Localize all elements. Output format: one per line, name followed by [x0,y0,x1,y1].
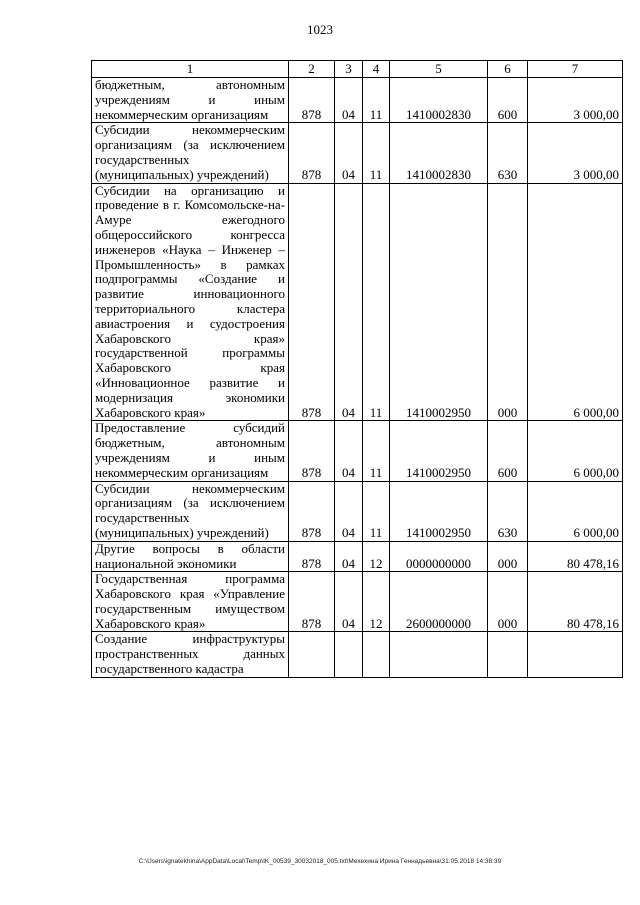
expense-type-cell: 600 [488,78,528,123]
amount-cell: 6 000,00 [528,481,623,541]
column-header: 1 [92,61,289,78]
ministry-code-cell [289,632,335,677]
section-code-cell: 04 [335,78,363,123]
amount-cell [528,632,623,677]
target-article-cell: 1410002830 [390,78,488,123]
column-header: 4 [363,61,390,78]
ministry-code-cell: 878 [289,421,335,481]
table-row [92,481,623,541]
item-name-cell: Другие вопросы в области национальной экономики [92,541,289,572]
expense-type-cell: 000 [488,541,528,572]
amount-cell: 80 478,16 [528,572,623,632]
table-row [92,421,623,481]
expense-type-cell: 630 [488,481,528,541]
target-article-cell: 0000000000 [390,541,488,572]
target-article-cell: 1410002950 [390,421,488,481]
item-name-cell: бюджетным, автономным учреждениям и иным некоммерческим организациям [92,78,289,123]
amount-cell: 6 000,00 [528,421,623,481]
subsection-code-cell: 11 [363,481,390,541]
ministry-code-cell: 878 [289,541,335,572]
subsection-code-cell: 11 [363,183,390,421]
item-name-cell: Субсидии некоммерческим организациям (за исключением государственных (муниципальных) учреждений) [92,481,289,541]
expense-type-cell: 630 [488,123,528,183]
target-article-cell: 2600000000 [390,572,488,632]
column-header: 7 [528,61,623,78]
expense-type-cell: 000 [488,183,528,421]
ministry-code-cell: 878 [289,572,335,632]
column-header: 3 [335,61,363,78]
target-article-cell: 1410002830 [390,123,488,183]
item-name-cell: Государственная программа Хабаровского края «Управление государственным имуществом Хабаровского края» [92,572,289,632]
ministry-code-cell: 878 [289,183,335,421]
section-code-cell: 04 [335,481,363,541]
expense-type-cell: 000 [488,572,528,632]
ministry-code-cell: 878 [289,78,335,123]
subsection-code-cell: 11 [363,421,390,481]
table-header-row [92,61,623,78]
subsection-code-cell: 12 [363,541,390,572]
table-row [92,123,623,183]
table-row [92,572,623,632]
amount-cell: 6 000,00 [528,183,623,421]
section-code-cell: 04 [335,572,363,632]
section-code-cell: 04 [335,183,363,421]
section-code-cell [335,632,363,677]
section-code-cell: 04 [335,541,363,572]
column-header: 6 [488,61,528,78]
item-name-cell: Субсидии некоммерческим организациям (за исключением государственных (муниципальных) учреждений) [92,123,289,183]
file-path-footer: C:\Users\ignatekhina\AppData\Local\Temp\IK_00539_30032018_005.txt\Мехехина Ирина Геннадьевна\31.05.2018 14:38:39 [138,858,502,865]
page-number: 1023 [307,22,333,37]
expense-type-cell [488,632,528,677]
ministry-code-cell: 878 [289,481,335,541]
item-name-cell: Субсидии на организацию и проведение в г. Комсомольске-на-Амуре ежегодного общероссийского конгресса инженеров «Наука – Инженер – Промышленность» в рамках подпрограммы «Создание и развитие инновационного территориального кластера авиастроения и судостроения Хабаровского края» государственной программы Хабаровского края «Инновационное развитие и модернизация экономики Хабаровского края» [92,183,289,421]
target-article-cell: 1410002950 [390,481,488,541]
table-row [92,541,623,572]
subsection-code-cell: 11 [363,123,390,183]
table-row [92,183,623,421]
amount-cell: 3 000,00 [528,78,623,123]
target-article-cell [390,632,488,677]
column-header: 5 [390,61,488,78]
item-name-cell: Предоставление субсидий бюджетным, автономным учреждениям и иным некоммерческим организациям [92,421,289,481]
amount-cell: 80 478,16 [528,541,623,572]
section-code-cell: 04 [335,421,363,481]
target-article-cell: 1410002950 [390,183,488,421]
amount-cell: 3 000,00 [528,123,623,183]
ministry-code-cell: 878 [289,123,335,183]
subsection-code-cell: 12 [363,572,390,632]
section-code-cell: 04 [335,123,363,183]
table-row [92,78,623,123]
subsection-code-cell [363,632,390,677]
budget-table [91,60,623,678]
item-name-cell: Создание инфраструктуры пространственных данных государственного кадастра [92,632,289,677]
subsection-code-cell: 11 [363,78,390,123]
table-row [92,632,623,677]
column-header: 2 [289,61,335,78]
expense-type-cell: 600 [488,421,528,481]
